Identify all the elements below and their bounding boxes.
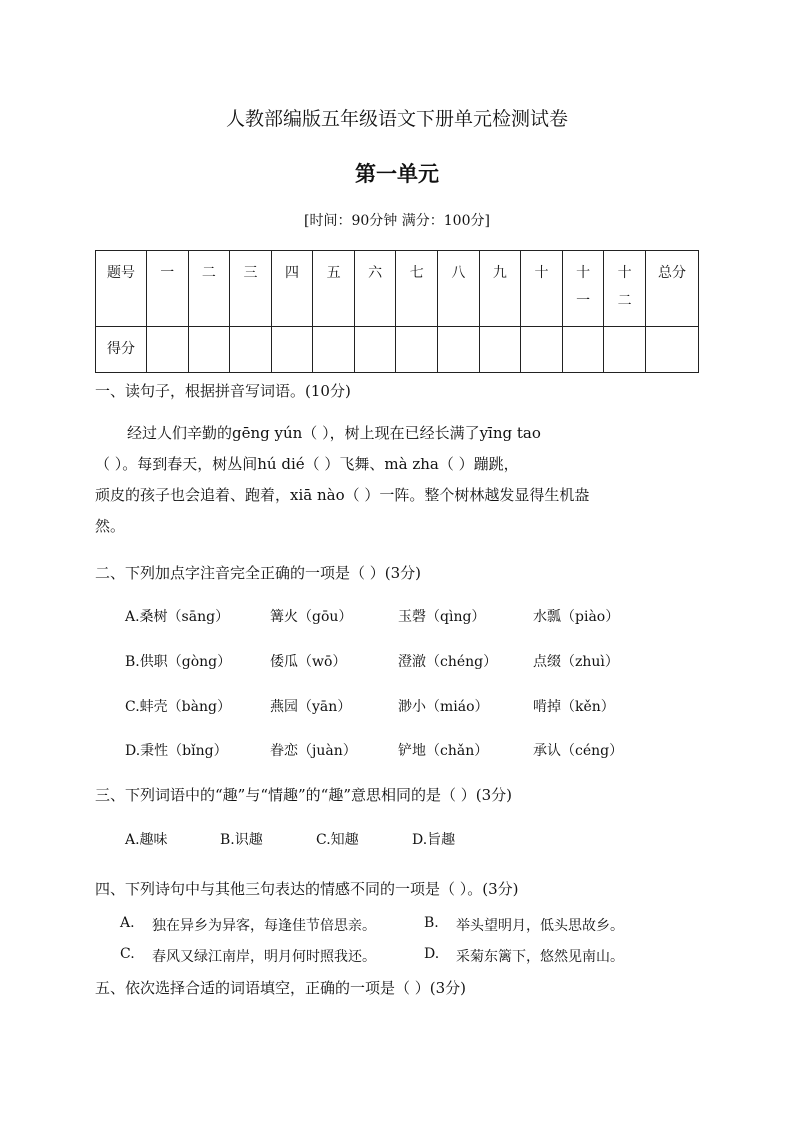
score-input-cell[interactable] [188, 327, 230, 373]
question-3-heading: 三、下列词语中的“趣”与“情趣”的“趣”意思相同的是（ ）(3分) [95, 786, 513, 804]
score-input-cell[interactable] [230, 327, 272, 373]
score-cell: 五 [313, 251, 355, 327]
score-cell: 八 [438, 251, 480, 327]
score-input-cell[interactable] [396, 327, 438, 373]
option-a-1: A.桑树（sāng） [125, 609, 230, 625]
score-input-cell[interactable] [562, 327, 604, 373]
score-input-cell[interactable] [354, 327, 396, 373]
score-row-label: 得分 [96, 327, 147, 373]
q4-option-a-text: 独在异乡为异客，每逢佳节倍思亲。 [152, 918, 376, 934]
q4-option-a-letter: A. [120, 915, 135, 931]
q4-option-b-text: 举头望明月，低头思故乡。 [456, 918, 624, 934]
option-b-1: B.供职（gòng） [125, 654, 232, 670]
score-cell: 十 [521, 251, 563, 327]
option-c-2: 燕园（yān） [270, 699, 352, 715]
score-cell: 四 [271, 251, 313, 327]
q3-option-c: C.知趣 [316, 832, 359, 848]
question-4-heading: 四、下列诗句中与其他三句表达的情感不同的一项是（ ）。(3分) [95, 880, 519, 898]
exam-meta: [时间：90分钟 满分：100分] [304, 213, 490, 229]
q3-option-b: B.识趣 [220, 832, 263, 848]
score-table-header-row [96, 251, 699, 327]
q4-option-c-text: 春风又绿江南岸，明月何时照我还。 [152, 949, 376, 965]
option-d-4: 承认（céng） [533, 743, 624, 759]
score-input-cell[interactable] [438, 327, 480, 373]
option-a-2: 篝火（gōu） [270, 609, 353, 625]
score-input-cell[interactable] [521, 327, 563, 373]
question-1-passage [95, 418, 705, 542]
q4-option-d-text: 采菊东篱下，悠然见南山。 [456, 949, 624, 965]
q3-option-d: D.旨趣 [412, 832, 456, 848]
question-2-heading: 二、下列加点字注音完全正确的一项是（ ）(3分) [95, 564, 422, 582]
question-1-heading: 一、读句子，根据拼音写词语。(10分) [95, 382, 351, 400]
passage-line: （ ）。每到春天，树丛间hú dié（ ）飞舞、mà zha（ ）蹦跳， [95, 455, 519, 473]
score-cell: 三 [230, 251, 272, 327]
q4-option-b-letter: B. [424, 915, 439, 931]
unit-title: 第一单元 [355, 161, 439, 186]
q3-option-a: A.趣味 [125, 832, 168, 848]
page-title: 人教部编版五年级语文下册单元检测试卷 [225, 108, 568, 130]
score-cell: 十二 [604, 251, 646, 327]
passage-line: 然。 [95, 517, 126, 535]
score-cell: 题号 [96, 251, 147, 327]
score-table-score-row [96, 327, 699, 373]
question-5-heading: 五、依次选择合适的词语填空，正确的一项是（ ）(3分) [95, 979, 467, 997]
score-input-cell[interactable] [604, 327, 646, 373]
option-c-1: C.蚌壳（bàng） [125, 699, 231, 715]
score-cell: 一 [147, 251, 189, 327]
score-cell: 二 [188, 251, 230, 327]
score-cell: 十一 [562, 251, 604, 327]
score-input-cell[interactable] [147, 327, 189, 373]
option-d-2: 眷恋（juàn） [270, 743, 357, 759]
score-input-cell[interactable] [646, 327, 699, 373]
option-b-4: 点缀（zhuì） [533, 654, 619, 670]
option-c-4: 啃掉（kěn） [533, 699, 615, 715]
passage-line: 顽皮的孩子也会追着、跑着，xiā nào（ ）一阵。整个树林越发显得生机盎 [95, 486, 590, 504]
score-table [95, 250, 699, 373]
q4-option-c-letter: C. [120, 946, 135, 962]
option-a-3: 玉磬（qìng） [398, 609, 486, 625]
q4-option-d-letter: D. [424, 946, 440, 962]
score-input-cell[interactable] [313, 327, 355, 373]
passage-line: 经过人们辛勤的gēng yún（ ），树上现在已经长满了yīng tao [127, 424, 541, 442]
score-input-cell[interactable] [479, 327, 521, 373]
score-cell: 七 [396, 251, 438, 327]
option-c-3: 渺小（miáo） [398, 699, 489, 715]
option-a-4: 水瓢（piào） [533, 609, 620, 625]
option-b-3: 澄澈（chéng） [398, 654, 498, 670]
option-d-3: 铲地（chǎn） [398, 743, 489, 759]
score-cell: 九 [479, 251, 521, 327]
option-b-2: 倭瓜（wō） [270, 654, 347, 670]
score-input-cell[interactable] [271, 327, 313, 373]
option-d-1: D.秉性（bǐng） [125, 743, 228, 759]
score-cell: 总分 [646, 251, 699, 327]
score-cell: 六 [354, 251, 396, 327]
